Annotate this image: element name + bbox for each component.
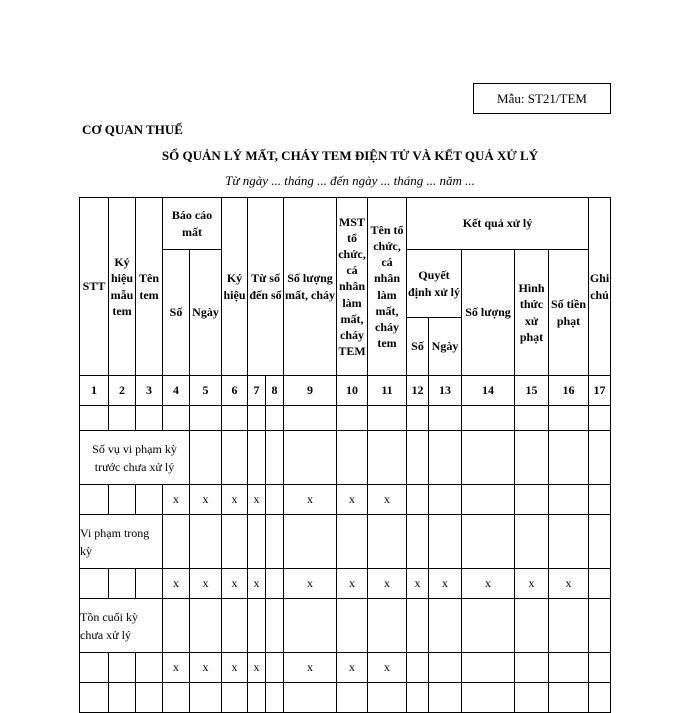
column-number: 17 <box>589 376 611 406</box>
mark-cell <box>109 485 136 515</box>
column-number: 16 <box>549 376 589 406</box>
section-label-row <box>80 515 611 569</box>
mark-cell <box>549 653 589 683</box>
header-hinh-thuc-xu-phat: Hình thức xử phạt <box>515 250 549 376</box>
column-number: 1 <box>80 376 109 406</box>
header-so-luong: Số lượng <box>462 250 515 376</box>
header-ten-tem: Tên tem <box>136 198 163 376</box>
mark-cell <box>549 485 589 515</box>
blank-row <box>80 406 611 431</box>
header-bao-cao-ngay: Ngày <box>190 250 222 376</box>
mark-cell: x <box>222 485 248 515</box>
column-number: 3 <box>136 376 163 406</box>
column-number: 4 <box>163 376 190 406</box>
header-quyet-dinh-ngay: Ngày <box>429 318 462 376</box>
header-mst: MST tổ chức, cá nhân làm mất, cháy TEM <box>337 198 368 376</box>
form-code-box: Mẫu: ST21/TEM <box>473 83 611 114</box>
column-number-row <box>80 376 611 406</box>
mark-cell <box>80 485 109 515</box>
ledger-table <box>79 197 611 713</box>
mark-cell <box>429 653 462 683</box>
mark-cell: x <box>515 569 549 599</box>
mark-cell: x <box>190 653 222 683</box>
mark-cell: x <box>429 569 462 599</box>
section-mark-row <box>80 653 611 683</box>
column-number: 7 <box>248 376 266 406</box>
mark-cell <box>266 485 284 515</box>
mark-cell: x <box>407 569 429 599</box>
mark-cell: x <box>248 569 266 599</box>
column-number: 2 <box>109 376 136 406</box>
column-number: 14 <box>462 376 515 406</box>
mark-cell: x <box>462 569 515 599</box>
mark-cell: x <box>368 485 407 515</box>
column-number: 10 <box>337 376 368 406</box>
mark-cell <box>266 569 284 599</box>
mark-cell <box>429 485 462 515</box>
mark-cell: x <box>337 653 368 683</box>
section-label-row <box>80 431 611 485</box>
date-range-subtitle: Từ ngày ... tháng ... đến ngày ... tháng ... năm ... <box>225 173 475 188</box>
mark-cell: x <box>222 569 248 599</box>
mark-cell: x <box>368 569 407 599</box>
mark-cell: x <box>163 485 190 515</box>
section-mark-row <box>80 485 611 515</box>
mark-cell: x <box>248 653 266 683</box>
section-label: Số vụ vi phạm kỳ trước chưa xử lý <box>80 431 190 485</box>
header-tu-so-den-so: Từ số đến số <box>248 198 284 376</box>
mark-cell: x <box>337 569 368 599</box>
header-ten-to-chuc: Tên tổ chức, cá nhân làm mất, cháy tem <box>368 198 407 376</box>
section-label: Vi phạm trong kỳ <box>80 515 163 569</box>
mark-cell <box>407 653 429 683</box>
column-number: 15 <box>515 376 549 406</box>
column-number: 5 <box>190 376 222 406</box>
mark-cell: x <box>190 569 222 599</box>
column-number: 8 <box>266 376 284 406</box>
header-so-tien-phat: Số tiền phạt <box>549 250 589 376</box>
section-label-row <box>80 599 611 653</box>
mark-cell <box>589 569 611 599</box>
blank-row <box>80 683 611 713</box>
mark-cell: x <box>248 485 266 515</box>
mark-cell <box>589 485 611 515</box>
mark-cell <box>515 485 549 515</box>
header-so-luong-mat-chay: Số lượng mất, cháy <box>284 198 337 376</box>
mark-cell: x <box>284 653 337 683</box>
mark-cell <box>589 653 611 683</box>
section-label: Tồn cuối kỳ chưa xử lý <box>80 599 163 653</box>
column-number: 12 <box>407 376 429 406</box>
header-ky-hieu: Ký hiệu <box>222 198 248 376</box>
header-quyet-dinh-xu-ly: Quyết định xử lý <box>407 250 462 318</box>
header-stt: STT <box>80 198 109 376</box>
header-quyet-dinh-so: Số <box>407 318 429 376</box>
mark-cell <box>515 653 549 683</box>
mark-cell <box>266 653 284 683</box>
mark-cell: x <box>163 653 190 683</box>
header-ky-hieu-mau-tem: Ký hiệu mẫu tem <box>109 198 136 376</box>
column-number: 6 <box>222 376 248 406</box>
mark-cell <box>80 653 109 683</box>
agency-name: CƠ QUAN THUẾ <box>82 122 183 137</box>
mark-cell <box>109 569 136 599</box>
mark-cell: x <box>222 653 248 683</box>
mark-cell: x <box>284 485 337 515</box>
mark-cell <box>136 569 163 599</box>
mark-cell: x <box>549 569 589 599</box>
header-ghi-chu: Ghi chú <box>589 198 611 376</box>
mark-cell <box>462 485 515 515</box>
mark-cell <box>136 485 163 515</box>
column-number: 13 <box>429 376 462 406</box>
section-mark-row <box>80 569 611 599</box>
header-bao-cao-so: Số <box>163 250 190 376</box>
mark-cell <box>80 569 109 599</box>
column-number: 11 <box>368 376 407 406</box>
mark-cell: x <box>163 569 190 599</box>
header-ket-qua-xu-ly: Kết quả xử lý <box>407 198 589 250</box>
mark-cell: x <box>190 485 222 515</box>
header-bao-cao-mat: Báo cáo mất <box>163 198 222 250</box>
mark-cell: x <box>368 653 407 683</box>
column-number: 9 <box>284 376 337 406</box>
mark-cell: x <box>284 569 337 599</box>
mark-cell <box>462 653 515 683</box>
mark-cell <box>136 653 163 683</box>
mark-cell <box>109 653 136 683</box>
mark-cell: x <box>337 485 368 515</box>
ledger-title: SỔ QUẢN LÝ MẤT, CHÁY TEM ĐIỆN TỬ VÀ KẾT QUẢ XỬ LÝ <box>161 148 539 163</box>
mark-cell <box>407 485 429 515</box>
